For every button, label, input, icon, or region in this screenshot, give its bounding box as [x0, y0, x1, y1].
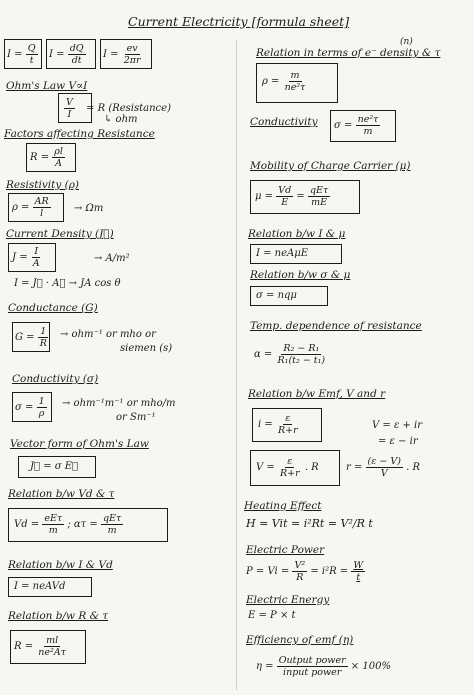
- sigma-mu-formula: σ = nqμ: [256, 290, 297, 301]
- conductivity-heading: Conductivity (σ): [12, 373, 99, 385]
- conductance-unit-2: siemen (s): [120, 343, 173, 354]
- ohms-law-heading: Ohm's Law V∝I: [6, 80, 88, 92]
- conductance-unit-1: → ohm⁻¹ or mho or: [60, 329, 156, 340]
- vector-form-heading: Vector form of Ohm's Law: [10, 438, 149, 450]
- temp-heading: Temp. dependence of resistance: [250, 320, 422, 332]
- resistivity-heading: Resistivity (ρ): [6, 179, 79, 191]
- ohms-law-unit: ↳ ohm: [104, 114, 138, 125]
- i-mu-formula: I = neAμE: [256, 248, 309, 259]
- current-density-heading: Current Density (J⃗): [6, 228, 114, 240]
- right-conductivity-heading: Conductivity: [250, 116, 318, 128]
- ohms-law-formula: $\frac{V}{I}$ = R (Resistance): [66, 97, 171, 120]
- efficiency-formula: η = $\frac{\text{Output power}}{\text{input power}}$ × 100%: [256, 655, 391, 678]
- i-vd-formula: I = neAVd: [14, 581, 66, 592]
- page-title: Current Electricity [formula sheet]: [128, 14, 350, 29]
- vd-tau-formula: Vd = $\frac{\text{eEτ}}{m}$ ; ατ = $\frac{\text{qEτ}}{m}$: [14, 513, 122, 536]
- resistivity-formula: ρ = $\frac{AR}{l}$: [12, 196, 49, 219]
- conductivity-unit-2: or Sm⁻¹: [116, 412, 156, 423]
- energy-formula: E = P × t: [248, 610, 296, 621]
- e-density-heading: Relation in terms of e⁻ density & τ: [256, 47, 441, 59]
- resistivity-unit: → Ωm: [74, 203, 104, 214]
- factors-formula: R = $\frac{\rho l}{A}$: [30, 146, 63, 169]
- energy-heading: Electric Energy: [246, 594, 330, 606]
- power-heading: Electric Power: [246, 544, 325, 556]
- current-charge-formula: I = $\frac{Q}{t}$: [7, 43, 36, 66]
- sigma-mu-heading: Relation b/w σ & μ: [250, 269, 351, 281]
- temp-formula: α = $\frac{\text{R₂ − R₁}}{\text{R₁(t₂ − t₁)}}$: [254, 343, 326, 366]
- conductance-heading: Conductance (G): [8, 302, 98, 314]
- power-formula: P = Vi = $\frac{\text{V²}}{R}$ = i²R = $\frac{W}{t}$: [246, 560, 364, 583]
- conductivity-formula: σ = $\frac{1}{\rho}$: [15, 396, 45, 419]
- efficiency-heading: Efficiency of emf (η): [246, 634, 354, 646]
- r-tau-formula: R = $\frac{ml}{\text{ne²Aτ}}$: [14, 635, 66, 658]
- i-mu-heading: Relation b/w I & μ: [248, 228, 346, 240]
- vector-form-formula: J⃗ = σ E⃗: [30, 461, 79, 472]
- mobility-heading: Mobility of Charge Carrier (μ): [250, 160, 411, 172]
- i-vd-heading: Relation b/w I & Vd: [8, 559, 113, 571]
- current-density-unit: → A/m²: [94, 253, 130, 264]
- current-density-dot-product: I = J⃗ · A⃗ → JA cos θ: [14, 278, 121, 289]
- column-divider: [236, 40, 237, 690]
- heating-formula: H = Vit = i²Rt = V²/R t: [246, 517, 373, 530]
- current-derivative-formula: I = $\frac{dQ}{dt}$: [49, 43, 84, 66]
- right-conductivity-formula: σ = $\frac{\text{ne²τ}}{m}$: [334, 114, 379, 137]
- heating-heading: Heating Effect: [244, 500, 322, 512]
- emf-side-1: V = ε + ir: [372, 420, 423, 431]
- emf-current-formula: i = $\frac{\varepsilon}{R+r}$: [258, 413, 298, 436]
- current-density-formula: J = $\frac{I}{A}$: [12, 246, 40, 269]
- mobility-formula: μ = $\frac{Vd}{E}$ = $\frac{\text{qEτ}}{mE}$: [255, 185, 329, 208]
- factors-heading: Factors affecting Resistance: [4, 128, 155, 140]
- emf-side-2: = ε − ir: [378, 436, 418, 447]
- n-label: (n): [400, 37, 413, 47]
- emf-resistance-formula: r = $\frac{(\varepsilon - V)}{V}$ . R: [346, 456, 420, 479]
- conductance-formula: G = $\frac{1}{R}$: [15, 326, 47, 349]
- emf-heading: Relation b/w Emf, V and r: [248, 388, 386, 400]
- r-tau-heading: Relation b/w R & τ: [8, 610, 109, 622]
- vd-tau-heading: Relation b/w Vd & τ: [8, 488, 115, 500]
- emf-voltage-formula: V = $\frac{\varepsilon}{R+r}$ . R: [256, 456, 319, 479]
- e-density-formula: ρ = $\frac{m}{\text{ne²τ}}$: [262, 70, 306, 93]
- conductivity-unit-1: → ohm⁻¹m⁻¹ or mho/m: [62, 398, 176, 409]
- current-orbit-formula: I = $\frac{ev}{2\pi r}$: [103, 43, 141, 66]
